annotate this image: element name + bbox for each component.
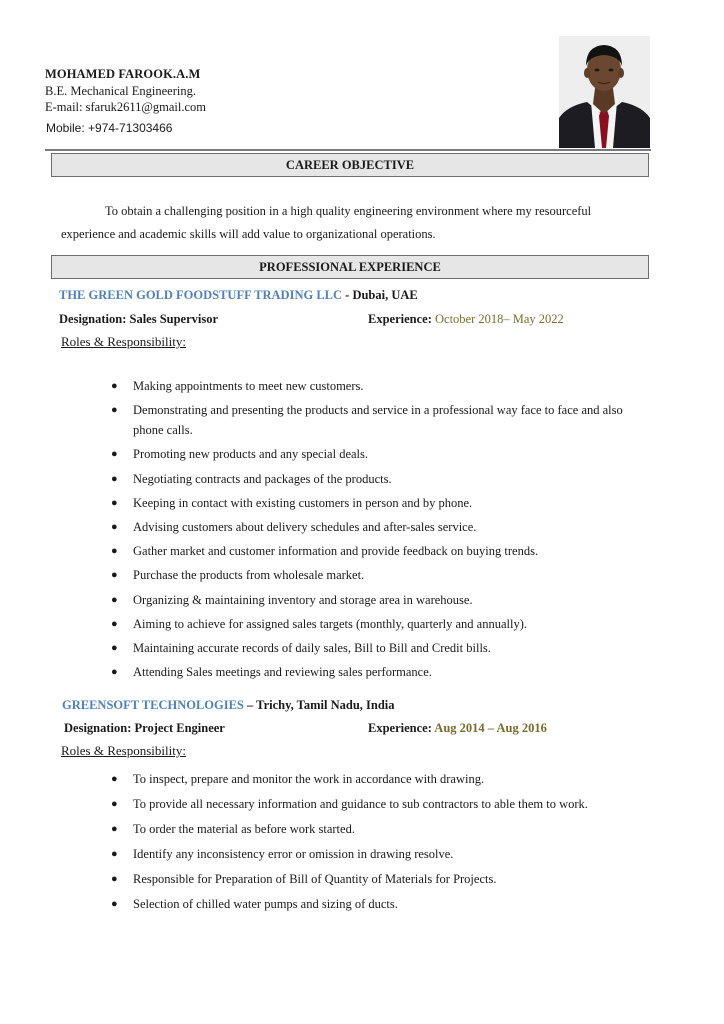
profile-photo	[559, 36, 650, 148]
bullet-icon: ●	[111, 380, 118, 392]
duty-text: Maintaining accurate records of daily sales, Bill to Bill and Credit bills.	[133, 640, 491, 655]
bullet-icon: ●	[111, 848, 118, 860]
duty-text: Attending Sales meetings and reviewing sales performance.	[133, 665, 432, 680]
list-item	[111, 638, 643, 658]
duty-text: Aiming to achieve for assigned sales targets (monthly, quarterly and annually).	[133, 616, 527, 631]
list-item	[111, 662, 643, 682]
duty-text: Purchase the products from wholesale market.	[133, 568, 365, 583]
list-item	[111, 614, 643, 634]
bullet-icon: ●	[111, 545, 118, 558]
job-1-company-name: THE GREEN GOLD FOODSTUFF TRADING LLC	[59, 288, 343, 302]
career-objective-text: To obtain a challenging position in a high quality engineering environment where my resourceful experience and academic skills will add value to organizational operations.	[61, 204, 592, 241]
bullet-icon: ●	[111, 520, 118, 533]
job-1-company-line	[59, 288, 418, 303]
bullet-icon: ●	[111, 448, 118, 461]
list-item	[111, 565, 643, 585]
bullet-icon: ●	[111, 496, 118, 509]
qualification: B.E. Mechanical Engineering.	[45, 84, 196, 98]
duty-text: Advising customers about delivery schedules and after-sales service.	[133, 519, 477, 534]
bullet-icon: ●	[111, 404, 118, 417]
list-item	[111, 590, 643, 610]
job-1-location: - Dubai, UAE	[342, 288, 418, 302]
bullet-icon: ●	[111, 898, 118, 910]
bullet-icon: ●	[111, 593, 118, 606]
bullet-icon: ●	[111, 823, 118, 835]
list-item	[111, 869, 643, 889]
job-1-experience	[368, 312, 564, 327]
professional-experience-heading: PROFESSIONAL EXPERIENCE	[51, 255, 649, 279]
list-item	[111, 400, 643, 440]
job-2-experience-value: Aug 2014 – Aug 2016	[431, 721, 547, 735]
job-2-designation: Designation: Project Engineer	[64, 721, 225, 735]
job-2-company-line	[62, 698, 395, 713]
duty-text: Selection of chilled water pumps and sizing of ducts.	[133, 897, 398, 911]
job-2-experience	[368, 721, 547, 736]
job-2-company-name: GREENSOFT TECHNOLOGIES	[62, 698, 244, 712]
job-1-roles-heading: Roles & Responsibility:	[61, 334, 186, 349]
bullet-icon: ●	[111, 873, 118, 885]
job-2-experience-label: Experience:	[368, 721, 432, 735]
bullet-icon: ●	[111, 798, 118, 810]
job-2-location: – Trichy, Tamil Nadu, India	[243, 698, 395, 712]
duty-text: Identify any inconsistency error or omission in drawing resolve.	[133, 847, 454, 861]
list-item	[111, 376, 643, 396]
job-2-roles-heading: Roles & Responsibility:	[61, 743, 186, 758]
bullet-icon: ●	[111, 641, 118, 654]
email-line: E-mail: sfaruk2611@gmail.com	[45, 100, 207, 114]
duty-text: Demonstrating and presenting the products and service in a professional way face to face and also phone calls.	[133, 403, 623, 438]
job-1-duties-list	[111, 376, 643, 686]
list-item	[111, 894, 643, 914]
list-item	[111, 819, 643, 839]
job-1-experience-value: October 2018– May 2022	[431, 312, 564, 326]
career-objective-heading: CAREER OBJECTIVE	[51, 153, 649, 177]
candidate-name: MOHAMED FAROOK.A.M	[45, 67, 201, 81]
duty-text: To provide all necessary information and guidance to sub contractors to able them to work.	[133, 797, 588, 811]
job-1-experience-label: Experience:	[368, 312, 432, 326]
duty-text: Organizing & maintaining inventory and storage area in warehouse.	[133, 592, 473, 607]
bullet-icon: ●	[111, 617, 118, 630]
duty-text: To inspect, prepare and monitor the work in accordance with drawing.	[133, 772, 485, 786]
duty-text: Responsible for Preparation of Bill of Quantity of Materials for Projects.	[133, 872, 497, 886]
bullet-icon: ●	[111, 666, 118, 679]
duty-text: To order the material as before work started.	[133, 822, 355, 836]
header-divider	[45, 149, 651, 151]
list-item	[111, 517, 643, 537]
list-item	[111, 469, 643, 489]
mobile-line: Mobile: +974-71303466	[46, 121, 173, 135]
list-item	[111, 541, 643, 561]
bullet-icon: ●	[111, 773, 118, 785]
job-2-duties-list	[111, 769, 643, 919]
profile-photo-image	[559, 36, 650, 148]
list-item	[111, 769, 643, 789]
duty-text: Promoting new products and any special deals.	[133, 447, 369, 462]
bullet-icon: ●	[111, 569, 118, 582]
duty-text: Gather market and customer information and provide feedback on buying trends.	[133, 544, 539, 559]
bullet-icon: ●	[111, 472, 118, 485]
job-1-designation: Designation: Sales Supervisor	[59, 312, 219, 326]
duty-text: Making appointments to meet new customers.	[133, 379, 364, 393]
list-item	[111, 493, 643, 513]
duty-text: Keeping in contact with existing customers in person and by phone.	[133, 495, 473, 510]
duty-text: Negotiating contracts and packages of the products.	[133, 471, 392, 486]
list-item	[111, 444, 643, 464]
list-item	[111, 794, 643, 814]
list-item	[111, 844, 643, 864]
